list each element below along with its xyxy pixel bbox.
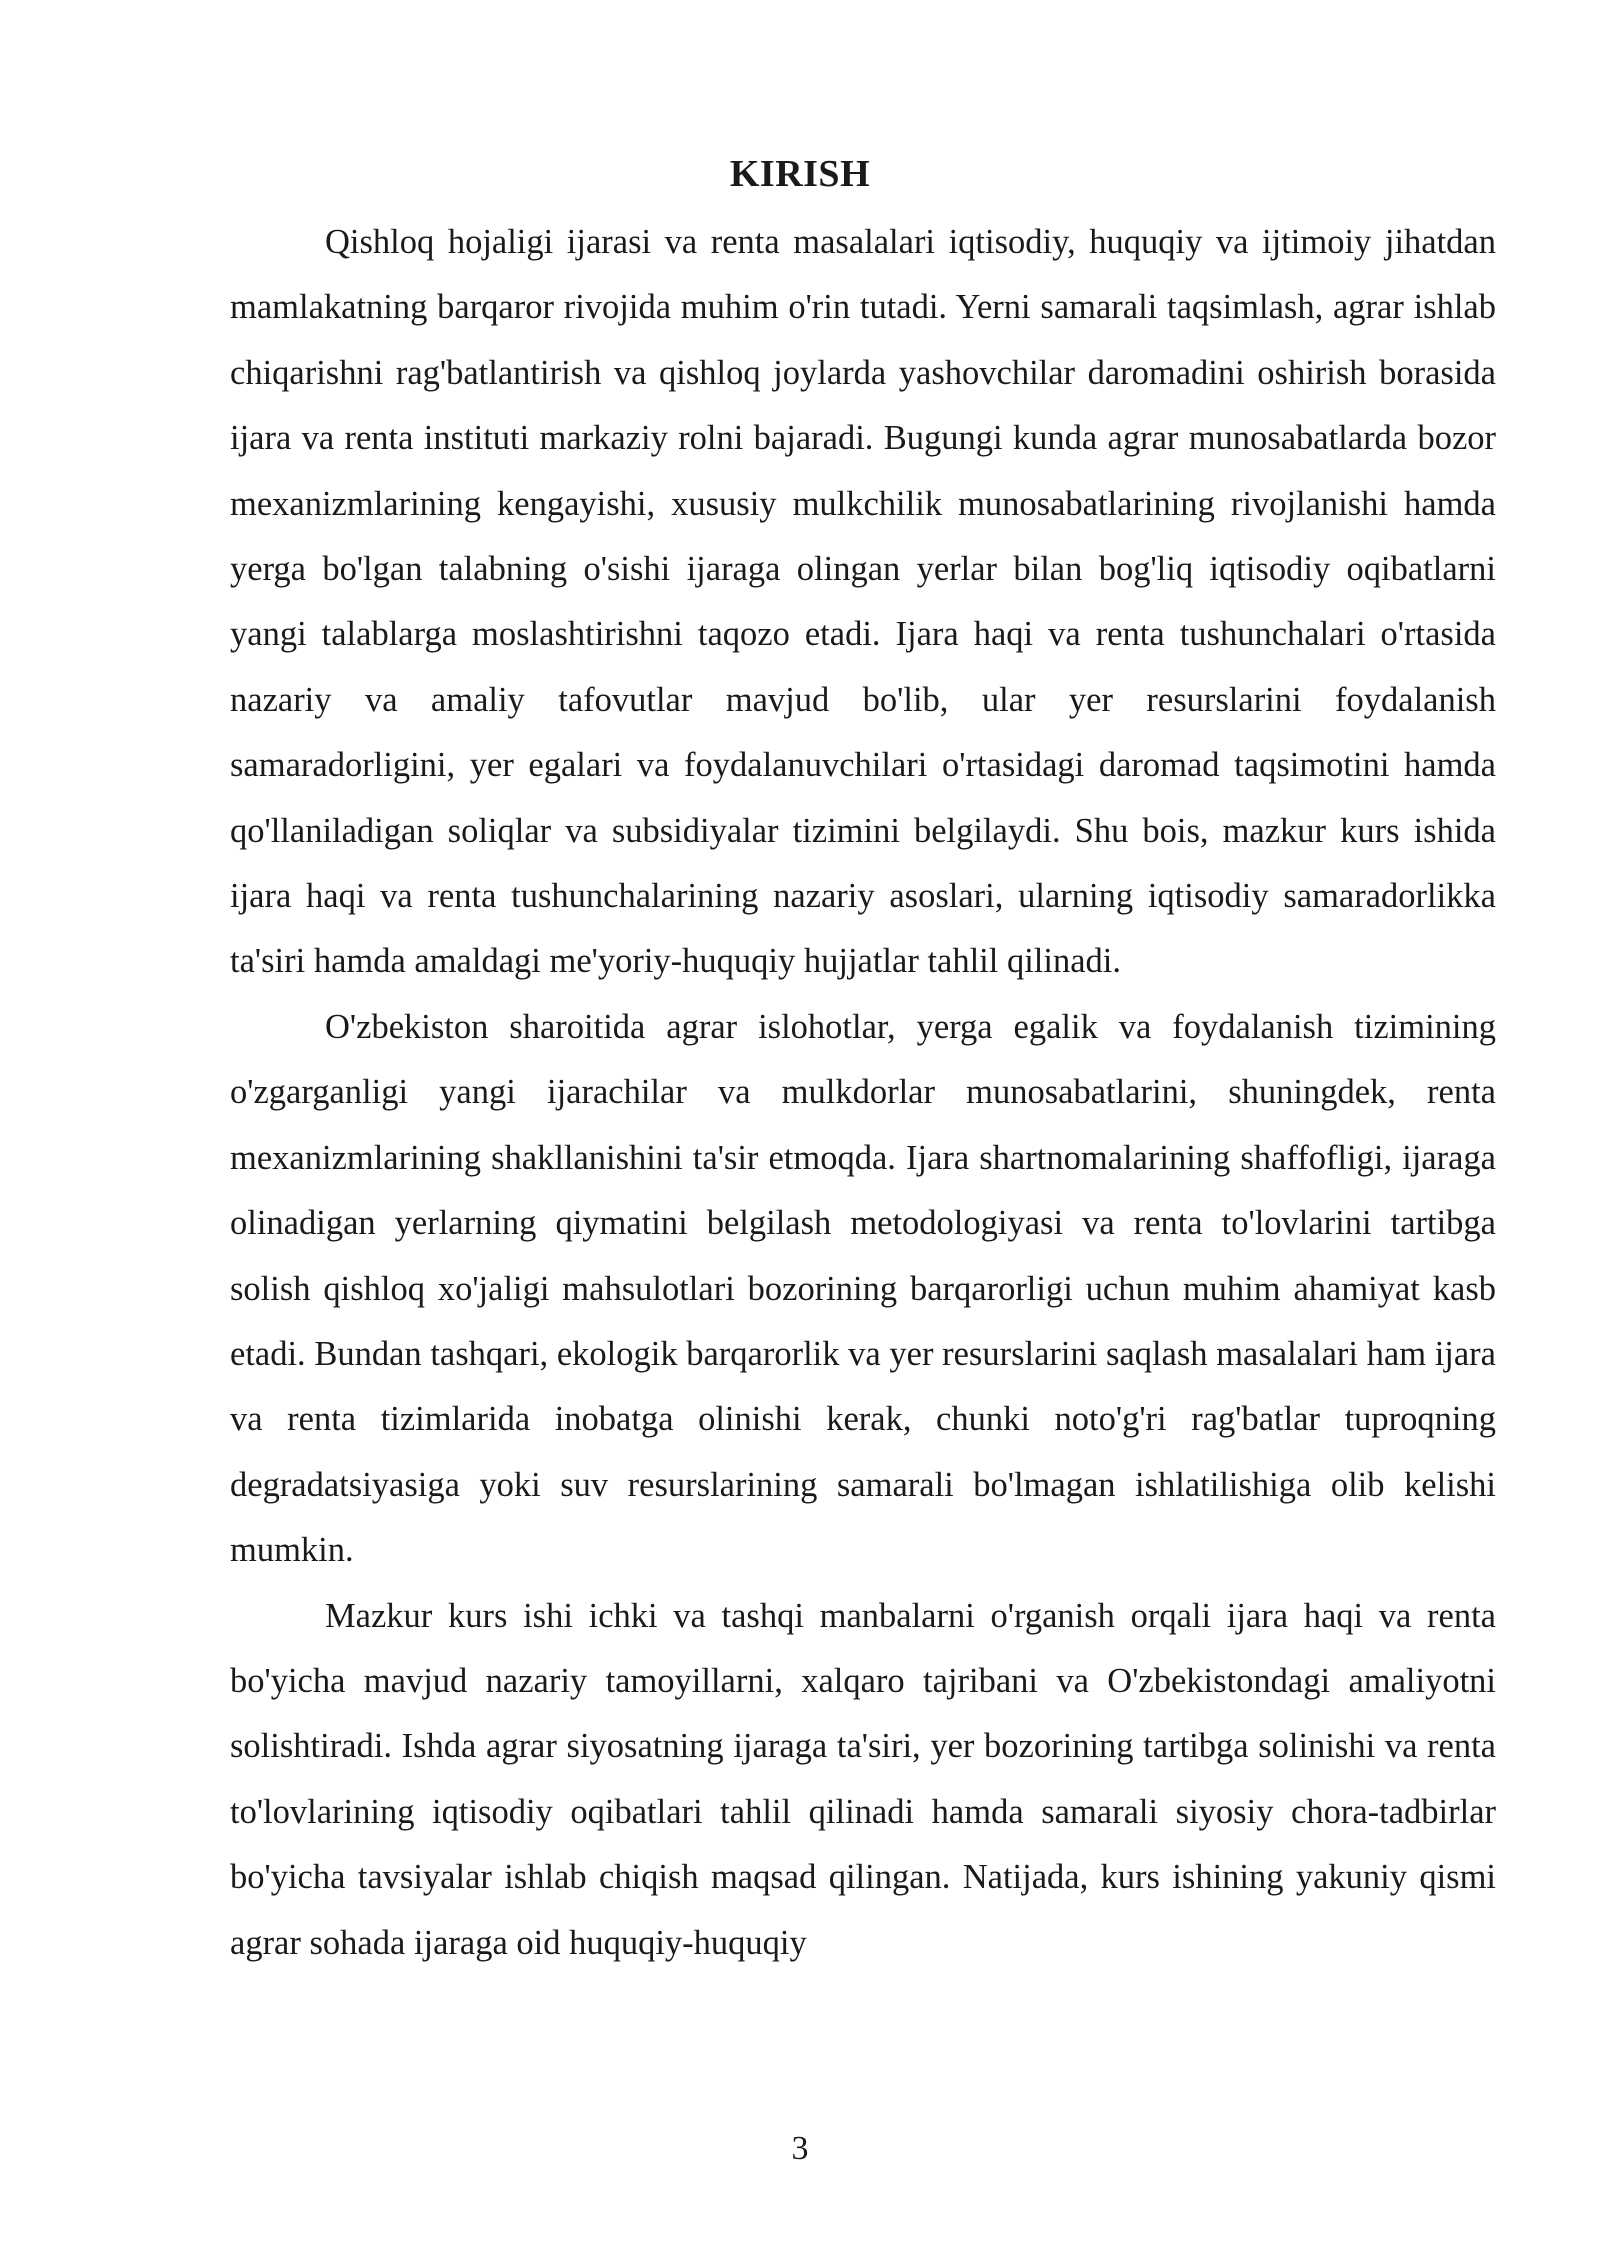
paragraph-3: Mazkur kurs ishi ichki va tashqi manbalarni o'rganish orqali ijara haqi va renta bo'yicha mavjud nazariy tamoyillarni, xalqaro tajribani va O'zbekistondagi amaliyotni solishtiradi. Ishda agrar siyosatning ijaraga ta'siri, yer bozorining tartibga solinishi va renta to'lovlarining iqtisodiy oqibatlari tahlil qilinadi hamda samarali siyosiy chora-tadbirlar bo'yicha tavsiyalar ishlab chiqish maqsad qilingan. Natijada, kurs ishining yakuniy qismi agrar sohada ijaraga oid huquqiy-huquqiy xyxy=(230,1596,1496,1962)
paragraph-1: Qishloq hojaligi ijarasi va renta masalalari iqtisodiy, huquqiy va ijtimoiy jihatdan mamlakatning barqaror rivojida muhim o'rin tutadi. Yerni samarali taqsimlash, agrar ishlab chiqarishni rag'batlantirish va qishloq joylarda yashovchilar daromadini oshirish borasida ijara va renta instituti markaziy rolni bajaradi. Bugungi kunda agrar munosabatlarda bozor mexanizmlarining kengayishi, xususiy mulkchilik munosabatlarining rivojlanishi hamda yerga bo'lgan talabning o'sishi ijaraga olingan yerlar bilan bog'liq iqtisodiy oqibatlarni yangi talablarga moslashtirishni taqozo etadi. Ijara haqi va renta tushunchalari o'rtasida nazariy va amaliy tafovutlar mavjud bo'lib, ular yer resurslarini foydalanish samaradorligini, yer egalari va foydalanuvchilari o'rtasidagi daromad taqsimotini hamda qo'llaniladigan soliqlar va subsidiyalar tizimini belgilaydi. Shu bois, mazkur kurs ishida ijara haqi va renta tushunchalarining nazariy asoslari, ularning iqtisodiy samaradorlikka ta'siri hamda amaldagi me'yoriy-huquqiy hujjatlar tahlil qilinadi. xyxy=(230,223,1496,981)
page-title: KIRISH xyxy=(729,153,871,195)
body-text xyxy=(230,210,1496,1976)
paragraph-2: O'zbekiston sharoitida agrar islohotlar, yerga egalik va foydalanish tizimining o'zgarganligi yangi ijarachilar va mulkdorlar munosabatlarini, shuningdek, renta mexanizmlarining shakllanishini ta'sir etmoqda. Ijara shartnomalarining shaffofligi, ijaraga olinadigan yerlarning qiymatini belgilash metodologiyasi va renta to'lovlarini tartibga solish qishloq xo'jaligi mahsulotlari bozorining barqarorligi uchun muhim ahamiyat kasb etadi. Bundan tashqari, ekologik barqarorlik va yer resurslarini saqlash masalalari ham ijara va renta tizimlarida inobatga olinishi kerak, chunki noto'g'ri rag'batlar tuproqning degradatsiyasiga yoki suv resurslarining samarali bo'lmagan ishlatilishiga olib kelishi mumkin. xyxy=(230,1007,1496,1570)
page-number: 3 xyxy=(791,2130,809,2167)
